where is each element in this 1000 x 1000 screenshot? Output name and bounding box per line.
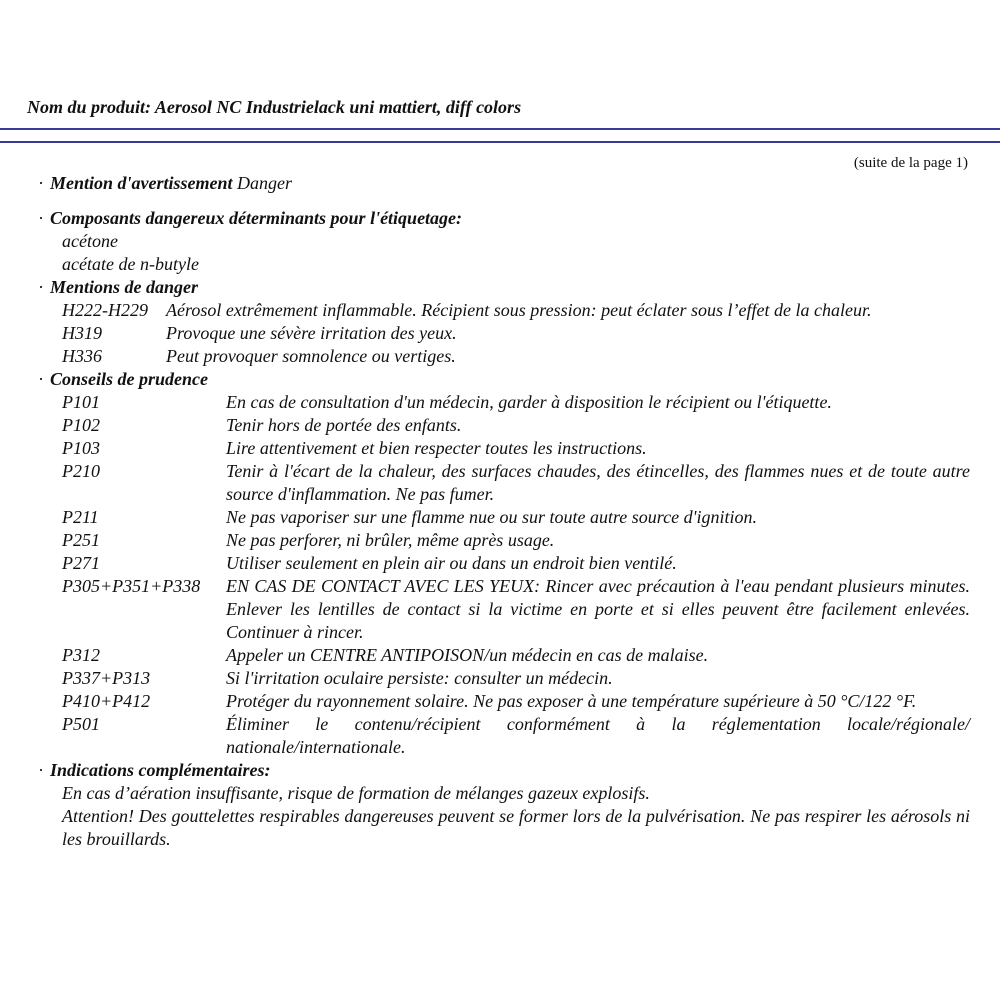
header-rule-top [0,128,1000,130]
precaution-title: Conseils de prudence [50,369,209,389]
hazard-row [62,322,970,345]
precaution-text: Tenir hors de portée des enfants. [226,415,462,435]
precaution-code: P410+P412 [62,691,151,711]
precaution-text: Utiliser seulement en plein air ou dans un endroit bien ventilé. [226,553,677,573]
hazard-text: Aérosol extrêmement inflammable. Récipient sous pression: peut éclater sous l’effet de la chaleur. [166,300,872,320]
bullet: · [38,173,44,193]
precaution-row [62,552,970,575]
signal-word-line [38,172,970,195]
additional-paragraph: Attention! Des gouttelettes respirables dangereuses peuvent se former lors de la pulvérisation. Ne pas respirer les aérosols ni les brouillards. [62,806,970,849]
component-item: acétate de n-butyle [62,254,199,274]
hazard-text: Provoque une sévère irritation des yeux. [166,323,457,343]
precaution-text: En cas de consultation d'un médecin, garder à disposition le récipient ou l'étiquette. [226,392,832,412]
precaution-text: Ne pas vaporiser sur une flamme nue ou sur toute autre source d'ignition. [226,507,757,527]
precaution-code: P101 [62,392,100,412]
precaution-row [62,667,970,690]
continued-note: (suite de la page 1) [853,155,968,171]
bullet: · [38,760,44,780]
precaution-text: Lire attentivement et bien respecter toutes les instructions. [226,438,647,458]
precaution-code: P251 [62,530,100,550]
precaution-text: Si l'irritation oculaire persiste: consulter un médecin. [226,668,613,688]
hazard-heading [38,276,970,299]
precaution-row [62,575,970,644]
components-heading [38,207,970,230]
precaution-row [62,644,970,667]
hazard-row [62,345,970,368]
precaution-text: EN CAS DE CONTACT AVEC LES YEUX: Rincer avec précaution à l'eau pendant plusieurs minutes. Enlever les lentilles de contact si la victime en porte et si elles peuvent être facilement enlevées. Continuer à rincer. [226,576,970,642]
component-item: acétone [62,231,118,251]
precaution-row [62,690,970,713]
precaution-code: P305+P351+P338 [62,576,201,596]
signal-word-label: Mention d'avertissement [50,173,233,193]
hazard-code: H319 [62,323,102,343]
precaution-code: P210 [62,461,100,481]
precaution-row [62,713,970,759]
signal-word-value: Danger [237,173,293,193]
precaution-row [62,437,970,460]
hazard-row [62,299,970,322]
document-body [38,172,970,851]
precaution-code: P501 [62,714,100,734]
bullet: · [38,208,44,228]
precaution-heading [38,368,970,391]
precaution-row [62,529,970,552]
precaution-row [62,460,970,506]
precaution-text: Tenir à l'écart de la chaleur, des surfaces chaudes, des étincelles, des flammes nues et de toute autre source d'inflammation. Ne pas fumer. [226,461,970,504]
hazard-title: Mentions de danger [50,277,199,297]
precaution-code: P312 [62,645,100,665]
hazard-text: Peut provoquer somnolence ou vertiges. [166,346,456,366]
precaution-text: Ne pas perforer, ni brûler, même après usage. [226,530,555,550]
bullet: · [38,369,44,389]
precaution-code: P103 [62,438,100,458]
precaution-code: P102 [62,415,100,435]
header-rule-bottom [0,141,1000,143]
additional-title: Indications complémentaires: [50,760,271,780]
additional-paragraph: En cas d’aération insuffisante, risque de formation de mélanges gazeux explosifs. [62,783,650,803]
precaution-code: P337+P313 [62,668,151,688]
precaution-text: Appeler un CENTRE ANTIPOISON/un médecin en cas de malaise. [226,645,709,665]
bullet: · [38,277,44,297]
components-title: Composants dangereux déterminants pour l'étiquetage: [50,208,463,228]
precaution-code: P211 [62,507,99,527]
precaution-code: P271 [62,553,100,573]
hazard-code: H222-H229 [62,300,148,320]
precaution-text: Éliminer le contenu/récipient conformément à la réglementation locale/régionale/ nationale/internationale. [226,714,970,757]
precaution-row [62,391,970,414]
precaution-row [62,506,970,529]
precaution-text: Protéger du rayonnement solaire. Ne pas exposer à une température supérieure à 50 °C/122 °F. [226,691,917,711]
precaution-row [62,414,970,437]
product-name-header: Nom du produit: Aerosol NC Industrielack uni mattiert, diff colors [27,97,522,117]
additional-heading [38,759,970,782]
hazard-code: H336 [62,346,102,366]
